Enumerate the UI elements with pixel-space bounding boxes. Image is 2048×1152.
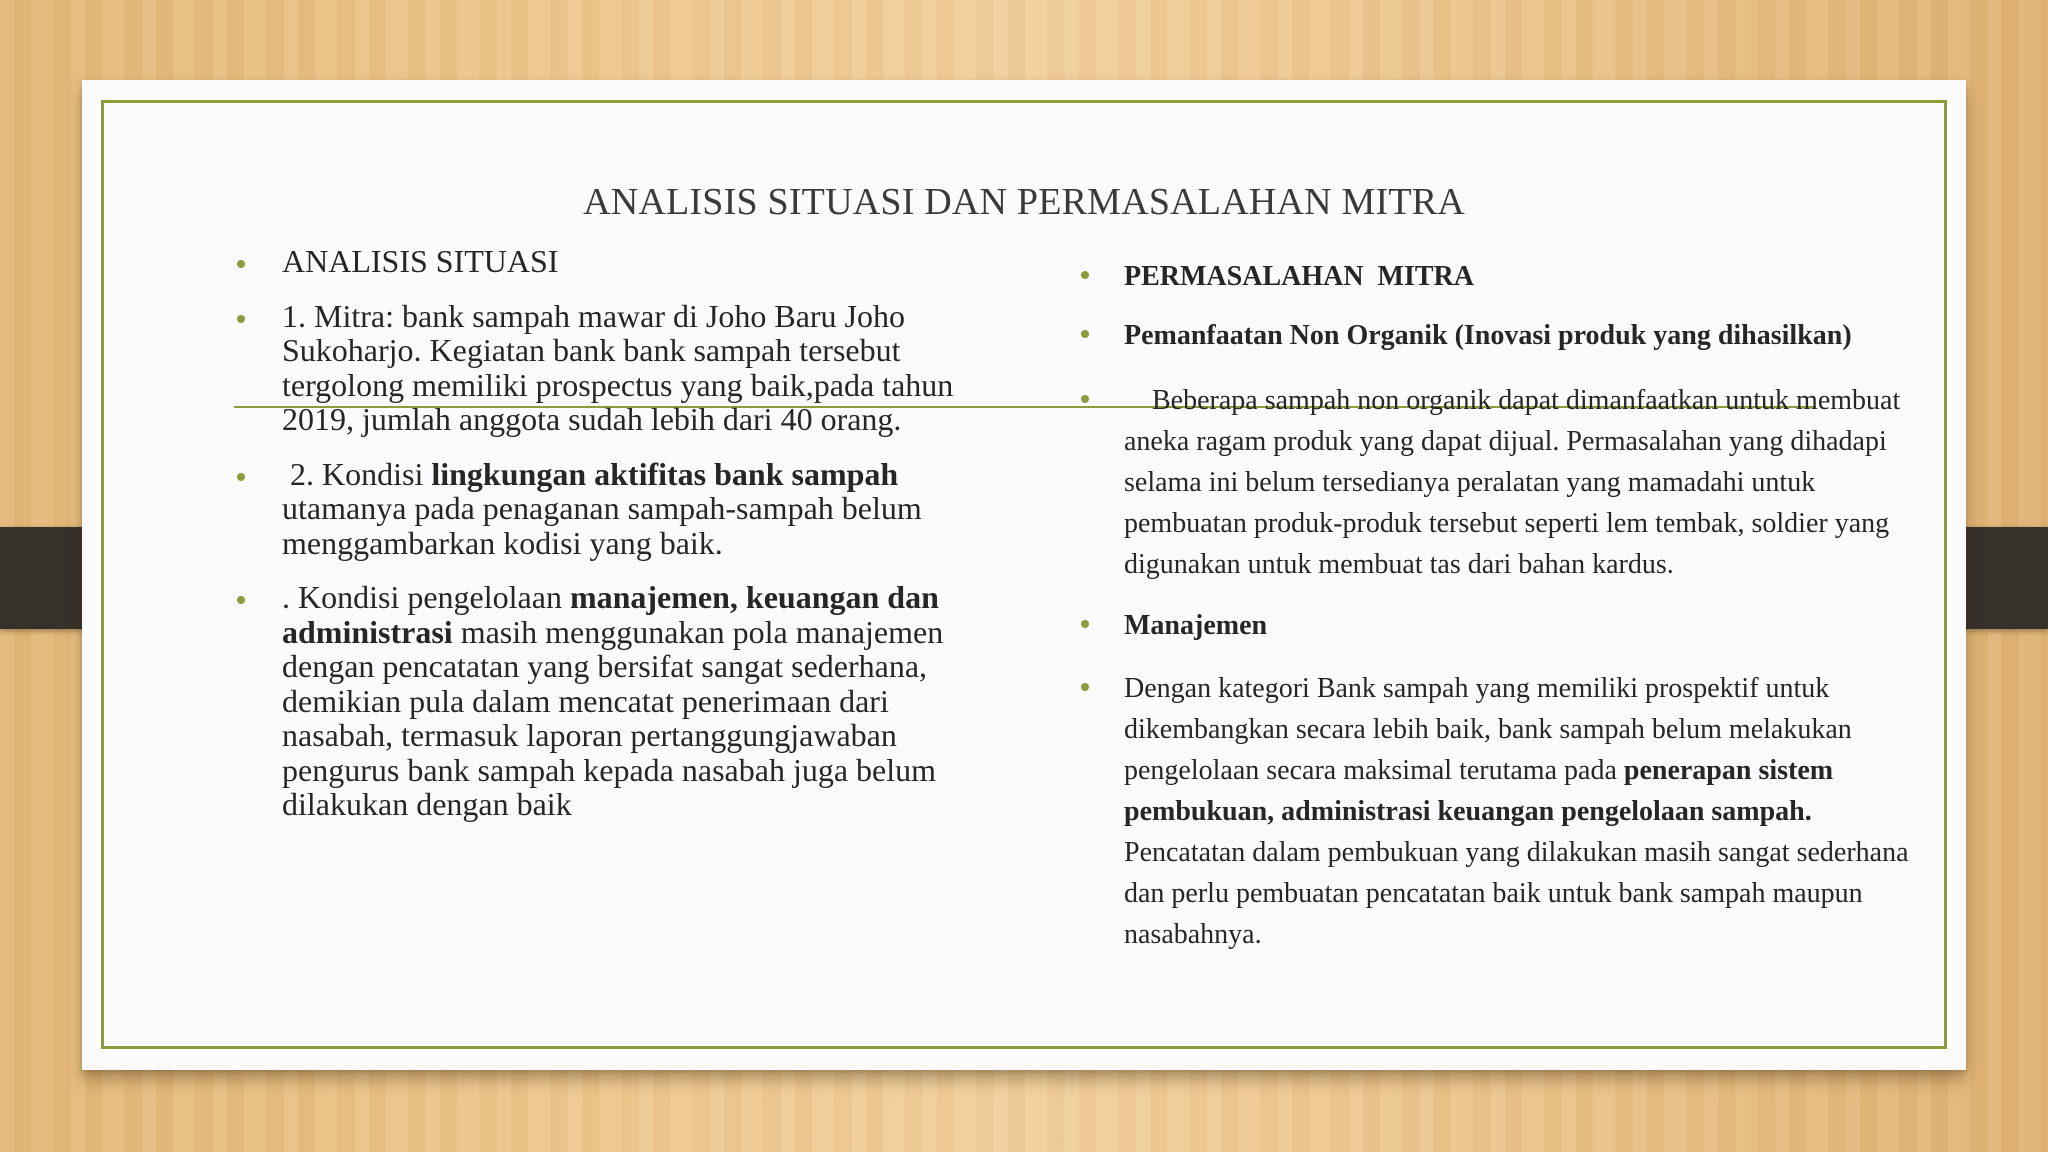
list-item-pemanfaatan xyxy=(1124,315,1924,356)
pemanfaatan-non-organik-heading: Pemanfaatan Non Organik (Inovasi produk yang dihasilkan) xyxy=(1124,320,1852,351)
kondisi-pengelolaan-bold: manajemen, keuangan dan administrasi xyxy=(282,579,939,650)
beberapa-sampah-paragraph: Beberapa sampah non organik dapat dimanfaatkan untuk membuat aneka ragam produk yang dapat dijual. Permasalahan yang dihadapi selama ini belum tersedianya peralatan yang mamadahi untuk pembuatan produk-produk tersebut seperti lem tembak, soldier yang digunakan untuk membuat tas dari bahan kardus. xyxy=(1124,385,1901,580)
list-item-beberapa-sampah xyxy=(1124,380,1924,585)
kategori-bold: penerapan sistem pembukuan, administrasi keuangan pengelolaan sampah. xyxy=(1124,755,1834,827)
analisis-situasi-list xyxy=(282,244,1002,842)
list-item-kondisi-pengelolaan xyxy=(282,580,1002,822)
analisis-situasi-heading: ANALISIS SITUASI xyxy=(282,243,559,279)
permasalahan-mitra-heading: PERMASALAHAN MITRA xyxy=(1124,261,1474,292)
list-item-permasalahan-heading xyxy=(1124,256,1924,297)
kondisi-pengelolaan-suffix: masih menggunakan pola manajemen dengan pencatatan yang bersifat sangat sederhana, demikian pula dalam mencatat penerimaan dari nasabah, termasuk laporan pertanggungjawaban pengurus bank sampah kepada nasabah juga belum dilakukan dengan baik xyxy=(282,613,944,822)
kategori-suffix: Pencatatan dalam pembukuan yang dilakukan masih sangat sederhana dan perlu pembuatan pencatatan baik untuk bank sampah maupun nasabahnya. xyxy=(1124,837,1909,950)
slide-title: ANALISIS SITUASI DAN PERMASALAHAN MITRA xyxy=(583,181,1465,223)
manajemen-heading: Manajemen xyxy=(1124,610,1268,641)
list-item-manajemen xyxy=(1124,605,1924,646)
kondisi-lingkungan-bold: lingkungan aktifitas bank sampah xyxy=(431,455,899,492)
permasalahan-mitra-list xyxy=(1124,256,1924,975)
mitra-text: 1. Mitra: bank sampah mawar di Joho Baru Joho Sukoharjo. Kegiatan bank bank sampah tersebut tergolong memiliki prospectus yang baik,pada tahun 2019, jumlah anggota sudah lebih dari 40 orang. xyxy=(282,297,954,437)
kondisi-lingkungan-prefix: 2. Kondisi xyxy=(282,455,432,492)
list-item-heading xyxy=(282,244,1002,279)
kondisi-pengelolaan-prefix: . Kondisi pengelolaan xyxy=(282,579,570,615)
list-item-mitra xyxy=(282,299,1002,437)
list-item-kategori-bank-sampah xyxy=(1124,668,1924,955)
kondisi-lingkungan-suffix: utamanya pada penaganan sampah-sampah belum menggambarkan kodisi yang baik. xyxy=(282,490,922,561)
kategori-prefix: Dengan kategori Bank sampah yang memiliki prospektif untuk dikembangkan secara lebih baik, bank sampah belum melakukan pengelolaan secara maksimal terutama pada xyxy=(1124,673,1852,786)
list-item-kondisi-lingkungan xyxy=(282,457,1002,561)
